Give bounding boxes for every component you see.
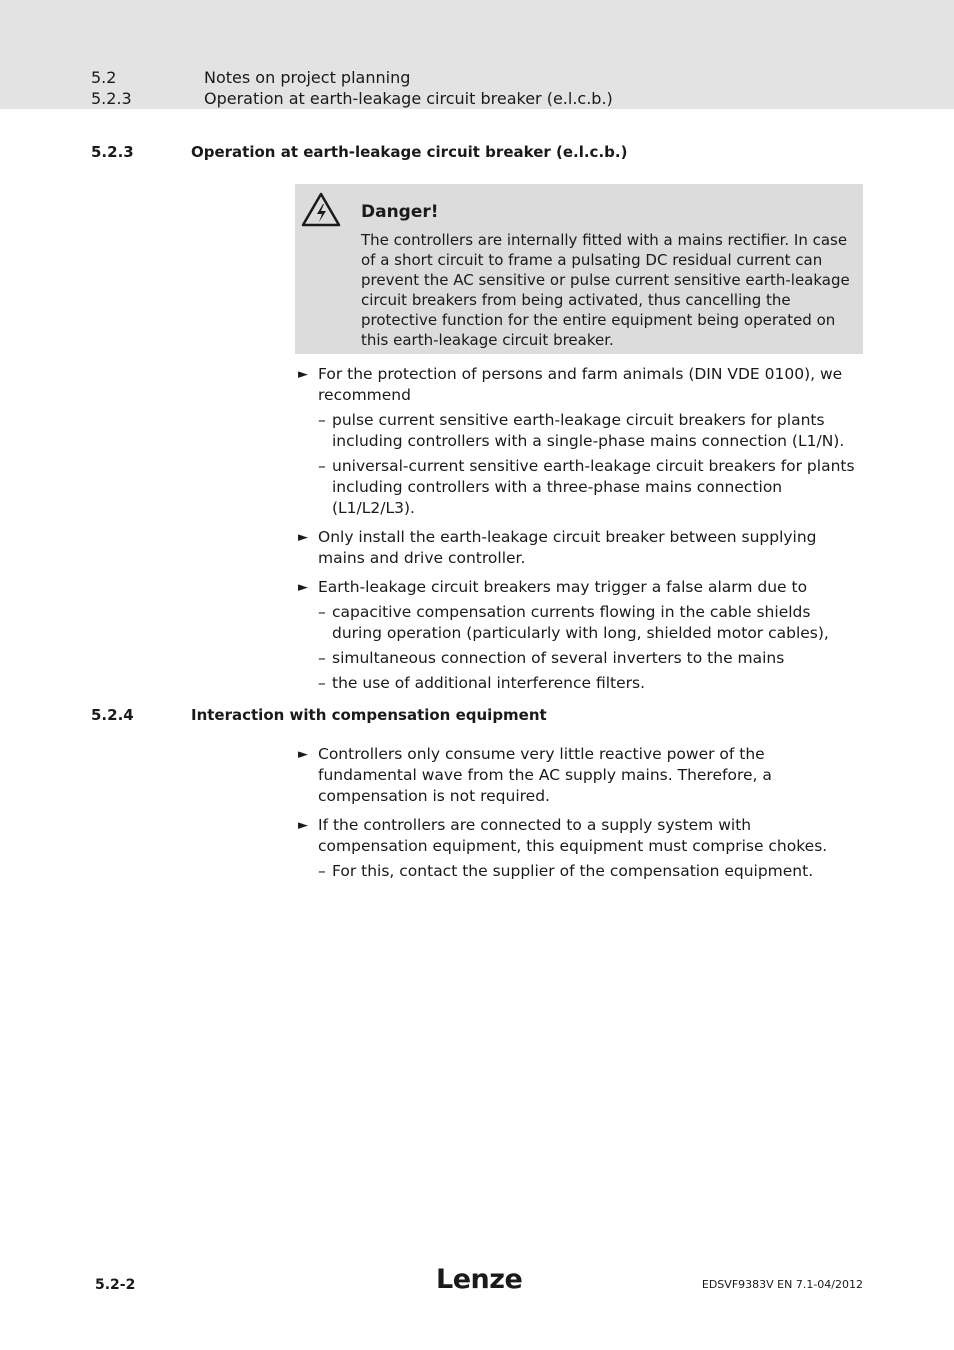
header-chapter-number: 5.2 [91, 68, 117, 87]
document-id: EDSVF9383V EN 7.1-04/2012 [701, 1278, 863, 1291]
list-item-text: Controllers only consume very little reactive power of the fundamental wave from the AC supply mains. Therefore, a compensation is not required. [318, 745, 772, 805]
sub-list-item-text: capacitive compensation currents flowing in the cable shields during operation (particularly with long, shielded motor cables), [332, 603, 829, 642]
list-item-text: Earth-leakage circuit breakers may trigger a false alarm due to [318, 578, 808, 596]
danger-text: The controllers are internally fitted with a mains rectifier. In case of a short circuit to frame a pulsating DC residual current can prevent the AC sensitive or pulse current sensitive earth-leakage circuit breakers from being activated, thus cancelling the protective function for the entire equipment being operated on this earth-leakage circuit breaker. [361, 231, 850, 349]
section-title: Interaction with compensation equipment [191, 706, 547, 724]
list-item-text: Only install the earth-leakage circuit breaker between supplying mains and drive controller. [318, 528, 817, 567]
bullet-list-524 [297, 744, 863, 890]
sub-list-item [318, 456, 863, 519]
dash-marker: – [318, 603, 326, 621]
bullet-arrow-icon: ► [298, 580, 308, 595]
bullet-arrow-icon: ► [298, 530, 308, 545]
sub-list-item [318, 861, 863, 882]
sub-list-item-text: pulse current sensitive earth-leakage circuit breakers for plants including controllers with a single-phase mains connection (L1/N). [332, 411, 845, 450]
list-item [297, 744, 863, 807]
header-section-number: 5.2.3 [91, 89, 132, 108]
high-voltage-warning-icon [301, 192, 341, 228]
list-item [297, 815, 863, 882]
dash-marker: – [318, 649, 326, 667]
section-number: 5.2.3 [91, 143, 134, 161]
danger-notice [295, 184, 863, 354]
bullet-arrow-icon: ► [298, 818, 308, 833]
sub-list-item [318, 410, 863, 452]
header-chapter-title: Notes on project planning [204, 68, 411, 87]
sub-list-item-text: simultaneous connection of several inverters to the mains [332, 649, 785, 667]
dash-marker: – [318, 411, 326, 429]
sub-list-item-text: the use of additional interference filters. [332, 674, 646, 692]
section-title: Operation at earth-leakage circuit breaker (e.l.c.b.) [191, 143, 628, 161]
sub-list-item [318, 648, 863, 669]
dash-marker: – [318, 862, 326, 880]
list-item [297, 364, 863, 519]
sub-list-item-text: universal-current sensitive earth-leakage circuit breakers for plants including controllers with a three-phase mains connection (L1/L2/L3). [332, 457, 855, 517]
danger-title: Danger! [361, 202, 439, 222]
page-number: 5.2-2 [95, 1277, 136, 1293]
sub-list-item [318, 602, 863, 644]
bullet-arrow-icon: ► [298, 367, 308, 382]
list-item [297, 577, 863, 694]
header-section-title: Operation at earth-leakage circuit breaker (e.l.c.b.) [204, 89, 613, 108]
bullet-list-523 [297, 364, 863, 702]
sub-list-item-text: For this, contact the supplier of the compensation equipment. [332, 862, 814, 880]
sub-list-item [318, 673, 863, 694]
list-item-text: For the protection of persons and farm animals (DIN VDE 0100), we recommend [318, 365, 843, 404]
dash-marker: – [318, 457, 326, 475]
bullet-arrow-icon: ► [298, 747, 308, 762]
list-item [297, 527, 863, 569]
list-item-text: If the controllers are connected to a supply system with compensation equipment, this equipment must comprise chokes. [318, 816, 828, 855]
lenze-logo: Lenze [436, 1264, 523, 1295]
section-number: 5.2.4 [91, 706, 134, 724]
dash-marker: – [318, 674, 326, 692]
